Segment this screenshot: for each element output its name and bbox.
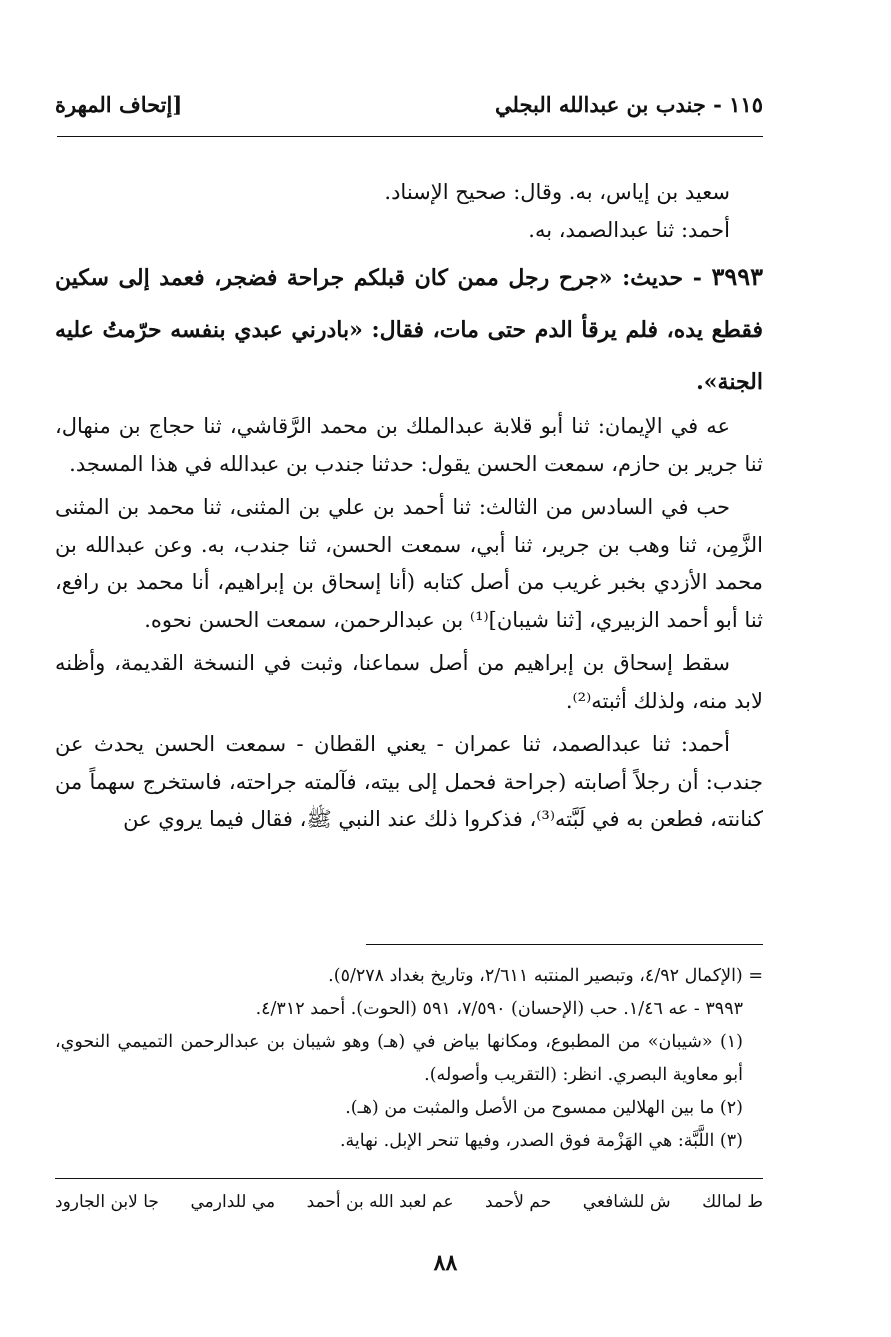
paragraph-3: عه في الإيمان: ثنا أبو قلابة عبدالملك بن محمد الرَّقاشي، ثنا حجاج بن منهال، ثنا جرير بن حازم، سمعت الحسن يقول: حدثنا جندب بن عبدالله في هذا المسجد. — [55, 414, 763, 476]
abbreviation-item: ش للشافعي — [582, 1192, 671, 1212]
abbreviation-item: حم لأحمد — [485, 1192, 552, 1212]
paragraph-4: حب في السادس من الثالث: ثنا أحمد بن علي بن المثنى، ثنا محمد بن المثنى الزَّمِن، ثنا وهب بن جرير، ثنا أبي، سمعت الحسن، ثنا جندب، به. وعن عبدالله بن محمد الأزدي بخبر غريب من أصل كتابه (أنا إسحاق بن إبراهيم، أنا محمد بن رافع، ثنا أبو أحمد الزبيري، [ثنا شيبان]⁽¹⁾ بن عبدالرحمن، سمعت الحسن نحوه. — [55, 495, 763, 632]
book-title: [إتحاف المهرة — [55, 91, 183, 117]
footnote-1: (١) «شيبان» من المطبوع، ومكانها بياض في (هـ) وهو شيبان بن عبدالرحمن التميمي النحوي، أبو معاوية البصري. انظر: (التقريب وأصوله). — [55, 1032, 743, 1085]
abbreviation-item: جا لابن الجارود — [55, 1192, 159, 1212]
paragraph-2: أحمد: ثنا عبدالصمد، به. — [528, 217, 730, 242]
paragraph-6: أحمد: ثنا عبدالصمد، ثنا عمران - يعني القطان - سمعت الحسن يحدث عن جندب: أن رجلاً أصابته (جراحة فحمل إلى بيته، فآلمته جراحته، فاستخرج سهماً من كنانته، فطعن به في لَبَّته⁽³⁾، فذكروا ذلك عند النبي ﷺ، فقال فيما يروي عن — [55, 732, 763, 831]
abbreviations-key — [55, 1192, 763, 1222]
footnote-continuation: = (الإكمال ٤/٩٢، وتبصير المنتبه ٢/٦١١، وتاريخ بغداد ٥/٢٧٨). — [328, 966, 763, 986]
abbreviation-item: عم لعبد الله بن أحمد — [306, 1192, 454, 1212]
abbreviation-item: مي للدارمي — [190, 1192, 276, 1212]
header-divider — [57, 136, 763, 137]
footnote-sources: ٣٩٩٣ - عه ١/٤٦. حب (الإحسان) ٧/٥٩٠، ٥٩١ (الحوت). أحمد ٤/٣١٢. — [255, 999, 743, 1019]
abbreviations-divider — [55, 1178, 763, 1179]
page-header — [55, 84, 763, 124]
footnote-divider — [366, 944, 763, 945]
footnote-2: (٢) ما بين الهلالين ممسوح من الأصل والمثبت من (هـ). — [345, 1098, 743, 1118]
paragraph-5: سقط إسحاق بن إبراهيم من أصل سماعنا، وثبت في النسخة القديمة، وأظنه لابد منه، ولذلك أثبته⁽²⁾. — [55, 651, 763, 713]
main-text — [55, 174, 763, 839]
paragraph-1: سعيد بن إياس، به. وقال: صحيح الإسناد. — [384, 180, 730, 204]
hadith-text: - حديث: «جرح رجل ممن كان قبلكم جراحة فضجر، فعمد إلى سكين فقطع يده، فلم يرقأ الدم حتى مات، فقال: «بادرني عبدي بنفسه حرّمتُ عليه الجنة». — [55, 265, 763, 395]
footnote-3: (٣) اللَّبَّة: هي الهَزْمة فوق الصدر، وفيها تنحر الإبل. نهاية. — [339, 1131, 743, 1151]
footnotes — [55, 960, 763, 1158]
hadith-3993 — [55, 251, 763, 408]
page-number: ٨٨ — [433, 1250, 458, 1276]
chapter-title: ١١٥ - جندب بن عبدالله البجلي — [495, 91, 763, 117]
abbreviation-item: ط لمالك — [702, 1192, 763, 1212]
hadith-number: ٣٩٩٣ — [711, 262, 763, 291]
